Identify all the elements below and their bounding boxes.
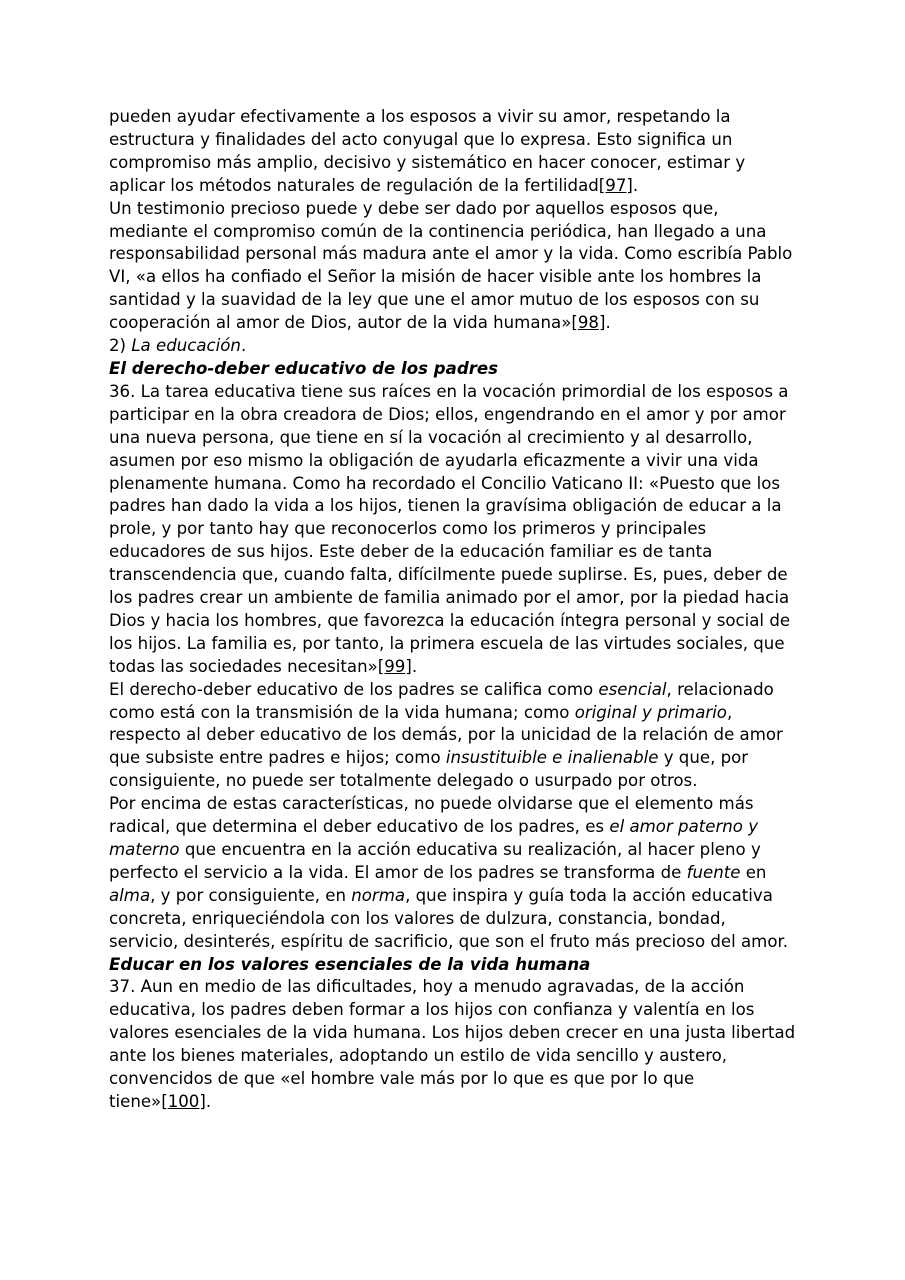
text-run: pueden ayudar efectivamente a los esposos a vivir su amor, respetando la estructura y finalidades del acto conyugal que lo expresa. Esto significa un compromiso más amplio, decisivo y sistemático en hacer conocer, estimar y aplicar los métodos naturales de regulación de la fertilidad: [109, 107, 746, 195]
text-run: .: [411, 656, 418, 676]
text-run: y que, por consiguiente, no puede ser totalmente delegado o usurpado por otros.: [109, 748, 749, 791]
paragraph: [109, 198, 799, 335]
text-run: .: [240, 336, 247, 356]
italic-text: insustituible e inalienable: [445, 748, 659, 768]
paragraph: [109, 106, 799, 198]
text-run: que encuentra en la acción educativa su realización, al hacer pleno y perfecto el servicio a la vida. El amor de los padres se transforma de: [109, 840, 761, 882]
paragraph: [109, 679, 799, 794]
footnote-link[interactable]: [99]: [377, 656, 412, 676]
paragraph: [109, 976, 799, 1113]
text-run: 37. Aun en medio de las dificultades, hoy a menudo agravadas, de la acción educativa, los padres deben formar a los hijos con confianza y valentía en los valores esenciales de la vida humana. Los hijos deben crecer en una justa libertad ante los bienes materiales, adoptando un estilo de vida sencillo y austero, convencidos de que «el hombre vale más por lo que es que por lo que tiene»: [109, 977, 796, 1111]
italic-text: norma: [351, 885, 406, 905]
footnote-link[interactable]: [100]: [161, 1091, 206, 1111]
text-run: , que inspira y guía toda la acción educativa concreta, enriqueciéndola con los valores de dulzura, constancia, bondad, servicio, desinterés, espíritu de sacrificio, que son el fruto más precioso del amor.: [109, 885, 789, 951]
document-body: [109, 106, 799, 1114]
text-run: , y por consiguiente, en: [150, 885, 352, 905]
text-run: .: [205, 1091, 212, 1111]
text-run: El derecho-deber educativo de los padres: [109, 358, 499, 378]
paragraph: [109, 381, 799, 679]
footnote-link[interactable]: [98]: [571, 313, 606, 333]
text-run: en: [740, 862, 767, 882]
text-run: Por encima de estas características, no puede olvidarse que el elemento más radical, que determina el deber educativo de los padres, es: [109, 794, 754, 837]
section-heading: [109, 358, 799, 381]
text-run: 2): [109, 336, 132, 356]
italic-text: alma: [109, 885, 151, 905]
text-run: , relacionado como está con la transmisión de la vida humana; como: [109, 679, 774, 722]
text-run: Educar en los valores esenciales de la vida humana: [109, 954, 591, 974]
text-run: El derecho-deber educativo de los padres se califica como: [109, 679, 599, 699]
section-heading: [109, 954, 799, 977]
text-run: , respecto al deber educativo de los demás, por la unicidad de la relación de amor que subsiste entre padres e hijos; como: [109, 702, 783, 768]
text-run: 36. La tarea educativa tiene sus raíces en la vocación primordial de los esposos a participar en la obra creadora de Dios; ellos, engendrando en el amor y por amor una nueva persona, que tiene en sí la vocación al crecimiento y al desarrollo, asumen por eso mismo la obligación de ayudarla eficazmente a vivir una vida plenamente humana. Como ha recordado el Concilio Vaticano II: «Puesto que los padres han dado la vida a los hijos, tienen la gravísima obligación de educar a la prole, y por tanto hay que reconocerlos como los primeros y principales educadores de sus hijos. Este deber de la educación familiar es de tanta transcendencia que, cuando falta, difícilmente puede suplirse. Es, pues, deber de los padres crear un ambiente de familia animado por el amor, por la piedad hacia Dios y hacia los hombres, que favorezca la educación íntegra personal y social de los hijos. La familia es, por tanto, la primera escuela de las virtudes sociales, que todas las sociedades necesitan»: [109, 381, 791, 676]
italic-text: La educación: [131, 336, 241, 356]
italic-text: el amor paterno y materno: [109, 817, 759, 859]
italic-text: esencial: [598, 679, 667, 699]
text-run: Un testimonio precioso puede y debe ser dado por aquellos esposos que, mediante el compromiso común de la continencia periódica, han llegado a una responsabilidad personal más madura ante el amor y la vida. Como escribía Pablo VI, «a ellos ha confiado el Señor la misión de hacer visible ante los hombres la santidad y la suavidad de la ley que une el amor mutuo de los esposos con su cooperación al amor de Dios, autor de la vida humana»: [109, 198, 793, 333]
paragraph: [109, 793, 799, 953]
footnote-link[interactable]: [97]: [598, 175, 633, 195]
italic-text: fuente: [686, 862, 741, 882]
italic-text: original y primario: [574, 702, 727, 722]
text-run: .: [632, 175, 639, 195]
paragraph: [109, 335, 799, 358]
text-run: .: [605, 313, 611, 333]
